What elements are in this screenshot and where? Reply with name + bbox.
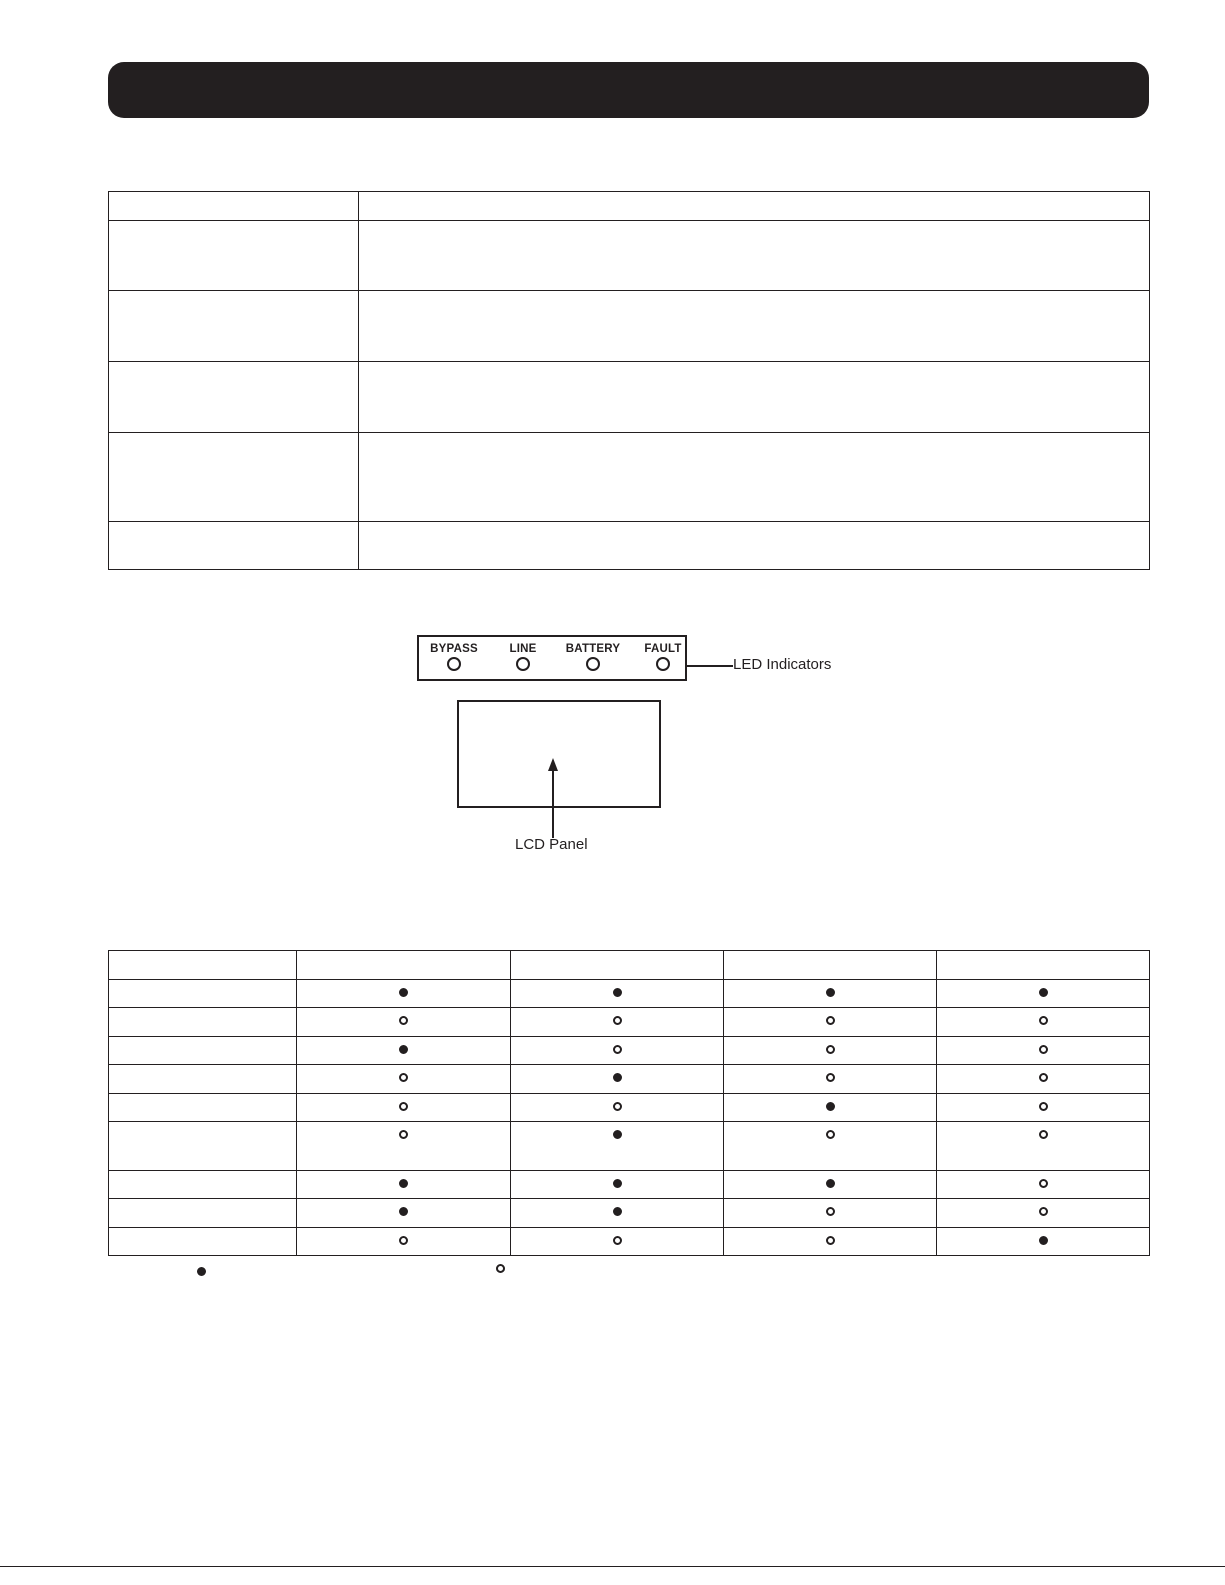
row-label-cell (109, 1065, 297, 1094)
led-state-cell (511, 1171, 724, 1199)
filled-dot-icon (826, 1102, 835, 1111)
led-state-cell (937, 1065, 1150, 1094)
lcd-panel-callout: LCD Panel (515, 836, 588, 853)
hollow-dot-icon (399, 1130, 408, 1139)
table-row (109, 1199, 1150, 1228)
led-status-rows (109, 980, 1150, 1256)
arrow-up-icon (544, 758, 562, 838)
led-state-cell (937, 980, 1150, 1008)
led-ring-icon (656, 657, 670, 671)
led-label: FAULT (644, 643, 682, 655)
hollow-dot-icon (399, 1236, 408, 1245)
filled-dot-icon (613, 1179, 622, 1188)
filled-dot-icon (613, 1207, 622, 1216)
table-row (109, 522, 1150, 570)
table-header-row (109, 951, 1150, 980)
led-state-cell (297, 1008, 511, 1037)
led-state-cell (937, 1037, 1150, 1065)
hollow-dot-icon (1039, 1179, 1048, 1188)
led-state-cell (297, 1037, 511, 1065)
table-row (109, 980, 1150, 1008)
led-state-cell (937, 1228, 1150, 1256)
table-row (109, 1008, 1150, 1037)
row-label-cell (109, 1228, 297, 1256)
led-state-cell (297, 1094, 511, 1122)
led-state-cell (511, 1037, 724, 1065)
led-status-table (108, 950, 1150, 1256)
led-state-cell (511, 1199, 724, 1228)
hollow-dot-icon (399, 1073, 408, 1082)
led-state-cell (937, 1094, 1150, 1122)
filled-dot-icon (399, 1179, 408, 1188)
led-label: BATTERY (565, 643, 621, 655)
hollow-dot-icon (1039, 1102, 1048, 1111)
led-state-cell (297, 1171, 511, 1199)
led-label: LINE (509, 643, 537, 655)
hollow-dot-icon (826, 1045, 835, 1054)
row-label-cell (109, 1094, 297, 1122)
led-line (488, 643, 558, 676)
led-ring-icon (516, 657, 530, 671)
hollow-dot-icon (613, 1102, 622, 1111)
led-state-cell (724, 1094, 937, 1122)
table-row (109, 1094, 1150, 1122)
table-header-row (109, 192, 1150, 221)
table-row (109, 362, 1150, 433)
led-state-cell (297, 1122, 511, 1171)
hollow-dot-icon (826, 1073, 835, 1082)
filled-dot-icon (197, 1267, 206, 1276)
led-state-cell (297, 1228, 511, 1256)
led-state-cell (724, 1037, 937, 1065)
hollow-dot-icon (613, 1016, 622, 1025)
row-label-cell (109, 1122, 297, 1171)
filled-dot-icon (826, 1179, 835, 1188)
hollow-dot-icon (826, 1016, 835, 1025)
led-fault (628, 643, 698, 676)
filled-dot-icon (613, 1073, 622, 1082)
led-label: BYPASS (430, 643, 478, 655)
led-ring-icon (447, 657, 461, 671)
filled-dot-icon (1039, 1236, 1048, 1245)
row-label-cell (109, 1171, 297, 1199)
hollow-dot-icon (613, 1236, 622, 1245)
led-state-cell (724, 1171, 937, 1199)
hollow-dot-icon (1039, 1207, 1048, 1216)
hollow-dot-icon (826, 1236, 835, 1245)
filled-dot-icon (399, 1207, 408, 1216)
table-row (109, 1065, 1150, 1094)
led-state-cell (724, 980, 937, 1008)
table-row (109, 433, 1150, 522)
led-state-cell (511, 1065, 724, 1094)
led-state-cell (297, 980, 511, 1008)
led-leader-line (687, 665, 733, 667)
hollow-dot-icon (1039, 1073, 1048, 1082)
hollow-dot-icon (399, 1016, 408, 1025)
led-state-cell (724, 1199, 937, 1228)
filled-dot-icon (826, 988, 835, 997)
hollow-dot-icon (496, 1264, 505, 1273)
led-indicator-panel (417, 635, 687, 681)
led-state-cell (937, 1171, 1150, 1199)
led-state-cell (511, 1008, 724, 1037)
led-state-cell (511, 980, 724, 1008)
filled-dot-icon (1039, 988, 1048, 997)
hollow-dot-icon (1039, 1045, 1048, 1054)
row-label-cell (109, 1199, 297, 1228)
led-state-cell (297, 1065, 511, 1094)
table-row (109, 1228, 1150, 1256)
led-state-cell (511, 1228, 724, 1256)
hollow-dot-icon (1039, 1130, 1048, 1139)
hollow-dot-icon (826, 1130, 835, 1139)
hollow-dot-icon (399, 1102, 408, 1111)
table-row (109, 1122, 1150, 1171)
filled-dot-icon (613, 988, 622, 997)
table-row (109, 1171, 1150, 1199)
led-state-cell (511, 1122, 724, 1171)
led-state-cell (937, 1199, 1150, 1228)
led-state-cell (724, 1008, 937, 1037)
hollow-dot-icon (1039, 1016, 1048, 1025)
row-label-cell (109, 1008, 297, 1037)
title-bar (108, 62, 1149, 118)
filled-dot-icon (399, 1045, 408, 1054)
led-bypass (419, 643, 489, 676)
led-state-cell (937, 1008, 1150, 1037)
filled-dot-icon (613, 1130, 622, 1139)
control-description-table (108, 191, 1150, 570)
led-ring-icon (586, 657, 600, 671)
led-state-cell (937, 1122, 1150, 1171)
filled-dot-icon (399, 988, 408, 997)
led-indicators-callout: LED Indicators (733, 656, 832, 673)
led-state-cell (511, 1094, 724, 1122)
led-state-cell (724, 1065, 937, 1094)
led-state-cell (724, 1228, 937, 1256)
table-row (109, 1037, 1150, 1065)
row-label-cell (109, 1037, 297, 1065)
page-bottom-rule (0, 1566, 1225, 1567)
row-label-cell (109, 980, 297, 1008)
led-battery (558, 643, 628, 676)
table-row (109, 291, 1150, 362)
led-state-cell (297, 1199, 511, 1228)
hollow-dot-icon (826, 1207, 835, 1216)
hollow-dot-icon (613, 1045, 622, 1054)
table-row (109, 221, 1150, 291)
led-state-cell (724, 1122, 937, 1171)
